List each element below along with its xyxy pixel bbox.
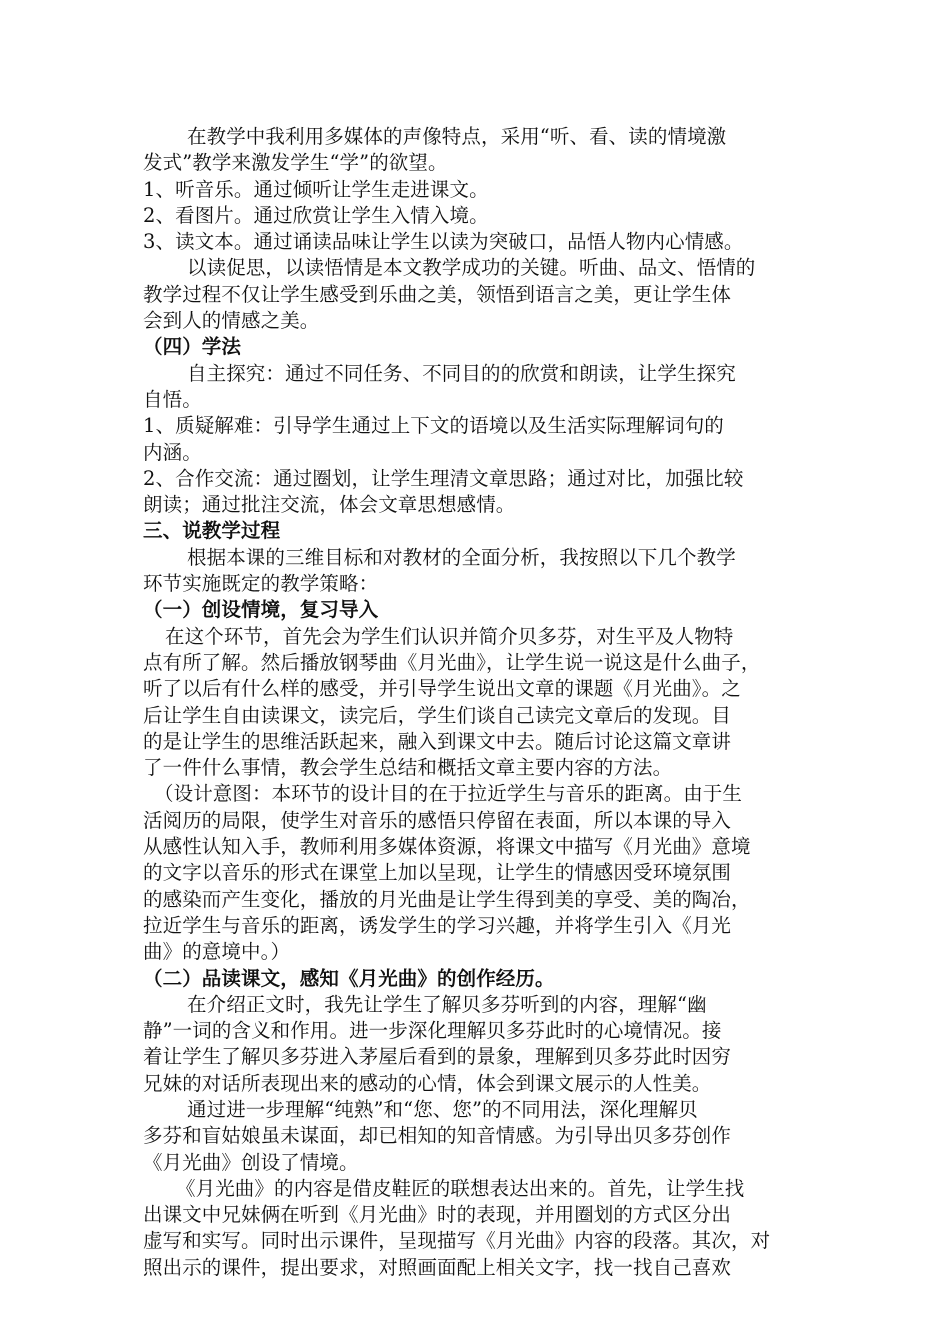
line-text: 静”一词的含义和作用。进一步深化理解贝多芬此时的心境情况。接 [143,1019,722,1043]
text-line [143,913,813,939]
text-line [143,229,813,255]
text-line [143,676,813,702]
line-text: 朗读；通过批注交流，体会文章思想感情。 [143,493,516,517]
line-text: 在教学中我利用多媒体的声像特点，采用“听、看、读的情境激 [187,125,727,148]
line-text: 出课文中兄妹俩在听到《月光曲》时的表现，并用圈划的方式区分出 [143,1203,732,1227]
text-line [143,1202,813,1228]
text-line [143,255,813,281]
text-line [143,703,813,729]
line-text: 根据本课的三维目标和对教材的全面分析，我按照以下几个教学 [187,545,736,569]
section-heading [143,518,813,544]
line-text: 在这个环节，首先会为学生们认识并简介贝多芬，对生平及人物特 [165,624,734,648]
line-text: 三、说教学过程 [143,519,281,543]
line-text: 《月光曲》的内容是借皮鞋匠的联想表达出来的。首先，让学生找 [176,1176,745,1200]
line-text: 了一件什么事情，教会学生总结和概括文章主要内容的方法。 [143,756,673,780]
text-line [143,571,813,597]
text-line [143,755,813,781]
line-text: 点有所了解。然后播放钢琴曲《月光曲》，让学生说一说这是什么曲子， [143,650,761,674]
section-heading [143,966,813,992]
line-text: 从感性认知入手，教师利用多媒体资源，将课文中描写《月光曲》意境 [143,835,751,859]
document-page [143,124,813,1281]
text-line [143,150,813,176]
text-line [143,308,813,334]
line-text: 拉近学生与音乐的距离，诱发学生的学习兴趣，并将学生引入《月光 [143,913,732,937]
text-line [143,124,813,150]
line-text: 曲》的意境中。） [143,940,291,964]
section-heading [143,334,813,360]
text-line [143,1123,813,1149]
text-line [143,492,813,518]
line-text: 后让学生自由读课文，读完后，学生们谈自己读完文章后的发现。目 [143,703,732,727]
text-line [143,203,813,229]
text-line [143,1228,813,1254]
line-text: 环节实施既定的教学策略： [143,572,379,596]
text-line [143,361,813,387]
text-line [143,387,813,413]
text-line [143,1097,813,1123]
text-line [143,545,813,571]
text-line [143,781,813,807]
line-text: 照出示的课件，提出要求，对照画面配上相关文字，找一找自己喜欢 [143,1255,732,1279]
line-text: 的感染而产生变化，播放的月光曲是让学生得到美的享受、美的陶冶， [143,887,751,911]
text-line [143,729,813,755]
text-line [143,1071,813,1097]
line-text: 1、质疑解难：引导学生通过上下文的语境以及生活实际理解词句的 [143,414,724,438]
text-line [143,413,813,439]
line-text: 3、读文本。通过诵读品味让学生以读为突破口，品悟人物内心情感。 [143,230,744,254]
line-text: 教学过程不仅让学生感受到乐曲之美，领悟到语言之美，更让学生体 [143,282,732,306]
section-heading [143,597,813,623]
line-text: 的文字以音乐的形式在课堂上加以呈现，让学生的情感因受环境氛围 [143,861,732,885]
line-text: 2、看图片。通过欣赏让学生入情入境。 [143,203,489,227]
line-text: 多芬和盲姑娘虽未谋面，却已相知的知音情感。为引导出贝多芬创作 [143,1124,732,1148]
line-text: 《月光曲》创设了情境。 [143,1150,359,1174]
text-line [143,440,813,466]
line-text: 发式”教学来激发学生“学”的欲望。 [143,151,448,175]
line-text: （四）学法 [143,335,242,359]
text-line [143,1018,813,1044]
line-text: （设计意图：本环节的设计目的在于拉近学生与音乐的距离。由于生 [154,782,743,806]
line-text: 1、听音乐。通过倾听让学生走进课文。 [143,177,489,201]
line-text: （一）创设情境，复习导入 [143,598,379,622]
text-line [143,992,813,1018]
text-line [143,834,813,860]
text-line [143,282,813,308]
line-text: 2、合作交流：通过圈划，让学生理清文章思路；通过对比，加强比较 [143,466,744,490]
line-text: 活阅历的局限，使学生对音乐的感悟只停留在表面，所以本课的导入 [143,808,732,832]
line-text: 自主探究：通过不同任务、不同目的的欣赏和朗读，让学生探究 [187,361,736,385]
line-text: 兄妹的对话所表现出来的感动的心情，体会到课文展示的人性美。 [143,1071,712,1095]
text-line [143,808,813,834]
line-text: 听了以后有什么样的感受，并引导学生说出文章的课题《月光曲》。之 [143,677,741,701]
text-line [143,624,813,650]
text-line [143,1255,813,1281]
text-line [143,860,813,886]
line-text: 以读促思，以读悟情是本文教学成功的关键。听曲、品文、悟情的 [187,256,756,280]
line-text: 会到人的情感之美。 [143,309,320,333]
line-text: 的是让学生的思维活跃起来，融入到课文中去。随后讨论这篇文章讲 [143,729,732,753]
text-line [143,1176,813,1202]
line-text: 自悟。 [143,387,202,411]
line-text: 虚写和实写。同时出示课件，呈现描写《月光曲》内容的段落。其次，对 [143,1229,771,1253]
text-line [143,1150,813,1176]
line-text: （二）品读课文，感知《月光曲》的创作经历。 [143,966,555,990]
line-text: 通过进一步理解“纯熟”和“您、您”的不同用法，深化理解贝 [187,1097,698,1121]
text-line [143,650,813,676]
text-line [143,939,813,965]
line-text: 在介绍正文时，我先让学生了解贝多芬听到的内容，理解“幽 [187,992,707,1016]
line-text: 着让学生了解贝多芬进入茅屋后看到的景象，理解到贝多芬此时因穷 [143,1045,732,1069]
line-text: 内涵。 [143,440,202,464]
text-line [143,466,813,492]
text-line [143,177,813,203]
text-line [143,1044,813,1070]
text-line [143,887,813,913]
